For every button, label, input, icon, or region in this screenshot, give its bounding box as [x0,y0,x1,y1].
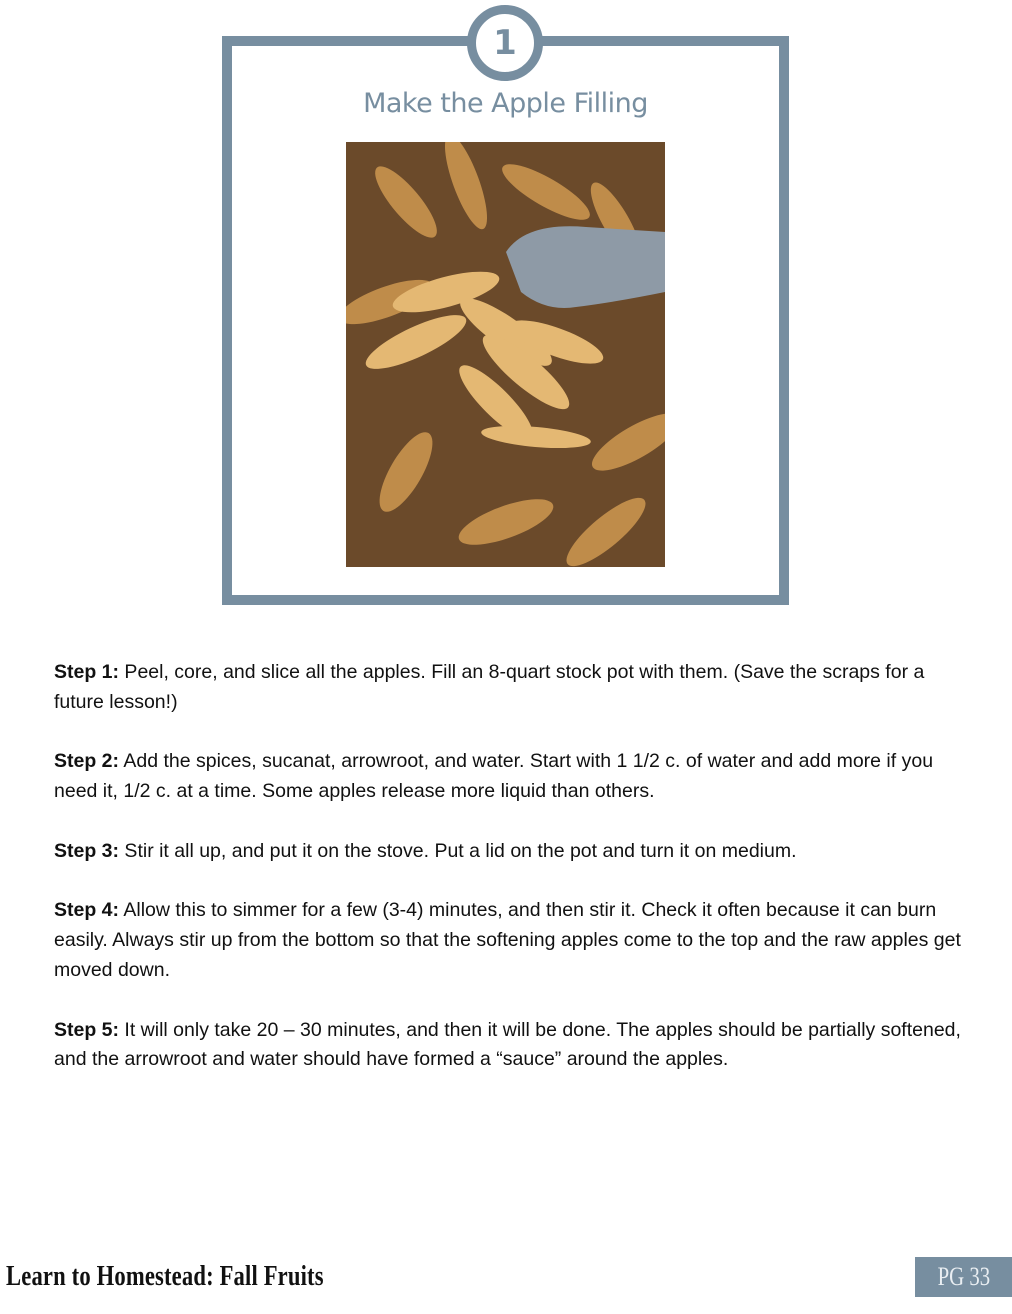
step-2-text: Add the spices, sucanat, arrowroot, and water. Start with 1 1/2 c. of water and add more if you need it, 1/2 c. at a time. Some apples release more liquid than others. [54,750,934,803]
step-3 [54,837,964,867]
step-5-label: Step 5: [54,1018,120,1041]
apple-slices-illustration [346,142,665,567]
step-4 [54,896,964,985]
step-1-text: Peel, core, and slice all the apples. Fill an 8-quart stock pot with them. (Save the scraps for a future lesson!) [54,661,925,713]
step-5-text: It will only take 20 – 30 minutes, and then it will be done. The apples should be partially softened, and the arrowroot and water should have formed a “sauce” around the apples. [54,1018,961,1071]
page-number-box [915,1257,1012,1297]
step-number-badge [467,5,543,81]
page-number: PG 33 [937,1262,990,1291]
step-2 [54,747,964,807]
step-1 [54,658,964,718]
instruction-steps [54,658,964,1105]
step-1-label: Step 1: [54,661,120,683]
step-number: 1 [493,23,517,63]
step-3-text: Stir it all up, and put it on the stove. Put a lid on the pot and turn it on medium. [119,839,797,862]
step-3-label: Step 3: [54,839,120,862]
step-2-label: Step 2: [54,750,120,773]
step-4-text: Allow this to simmer for a few (3-4) minutes, and then stir it. Check it often because it can burn easily. Always stir up from the bottom so that the softening apples come to the top and the raw apples get moved down. [54,899,961,981]
apple-filling-photo [346,142,665,567]
card-title: Make the Apple Filling [363,88,648,119]
footer-book-title: Learn to Homestead: Fall Fruits [6,1260,324,1292]
step-5 [54,1016,964,1076]
step-4-label: Step 4: [54,899,120,922]
